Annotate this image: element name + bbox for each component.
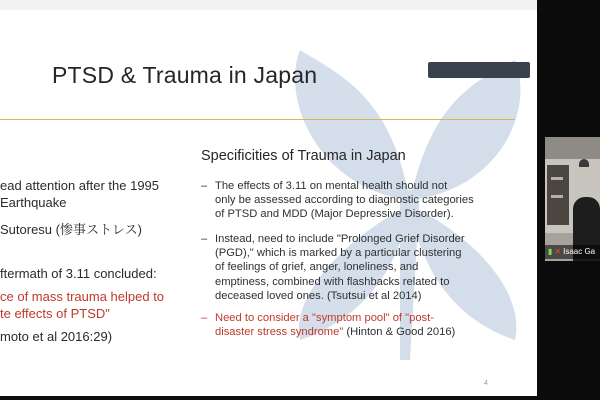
video-background-shelf-row (551, 177, 563, 180)
signal-bars-icon: ▮ (548, 247, 553, 256)
bullet-text-line: emptiness, combined with flashbacks related to (215, 275, 450, 288)
left-line-5: ce of mass trauma helped to (0, 289, 165, 304)
bullet-text-line: Instead, need to include "Prolonged Grief Disorder (215, 233, 465, 245)
participant-name-label (545, 245, 600, 259)
bullet-text-line: deceased loved ones. (Tsutsui et al 2014) (215, 289, 422, 302)
slide-title-bar (428, 62, 530, 78)
slide-top-band (0, 0, 537, 10)
participant-video-tile[interactable] (545, 137, 600, 261)
bullet-text-citation: (Hinton & Good 2016) (343, 326, 456, 339)
bullet-text-red-part: disaster stress syndrome" (215, 326, 344, 339)
bullet-text-line: The effects of 3.11 on mental health should not (215, 180, 448, 192)
bullet-text-line: (PGD)," which is marked by a particular clustering (215, 247, 462, 260)
bullet-text-line: of feelings of grief, anger, loneliness, and (215, 261, 419, 274)
bullet-text-line: only be assessed according to diagnostic categories (215, 194, 474, 207)
video-background-shelf-row (551, 195, 563, 198)
section-heading: Specificities of Trauma in Japan (201, 148, 406, 164)
bullet-dash: – (201, 312, 208, 324)
video-background-lamp (579, 159, 589, 167)
bullet-text-line: of PTSD and MDD (Major Depressive Disorder). (215, 208, 454, 221)
left-line-1: ead attention after the 1995 (0, 178, 160, 193)
mic-muted-icon: ✕ (554, 247, 562, 256)
left-line-4: ftermath of 3.11 concluded: (0, 266, 157, 281)
bullet-dash: – (201, 233, 208, 245)
slide-title: PTSD & Trauma in Japan (52, 62, 318, 88)
title-divider (0, 119, 515, 120)
left-line-2: Earthquake (0, 195, 67, 210)
page-number: 4 (484, 380, 488, 387)
left-line-3: Sutoresu (惨事ストレス) (0, 222, 142, 237)
left-line-7: moto et al 2016:29) (0, 329, 113, 344)
participant-name: Isaac Ga (563, 247, 596, 256)
bullet-text-line: Need to consider a "symptom pool" of "post- (215, 312, 434, 324)
video-background-ceiling (545, 137, 600, 159)
bullet-dash: – (201, 180, 208, 192)
left-line-6: te effects of PTSD" (0, 306, 110, 321)
